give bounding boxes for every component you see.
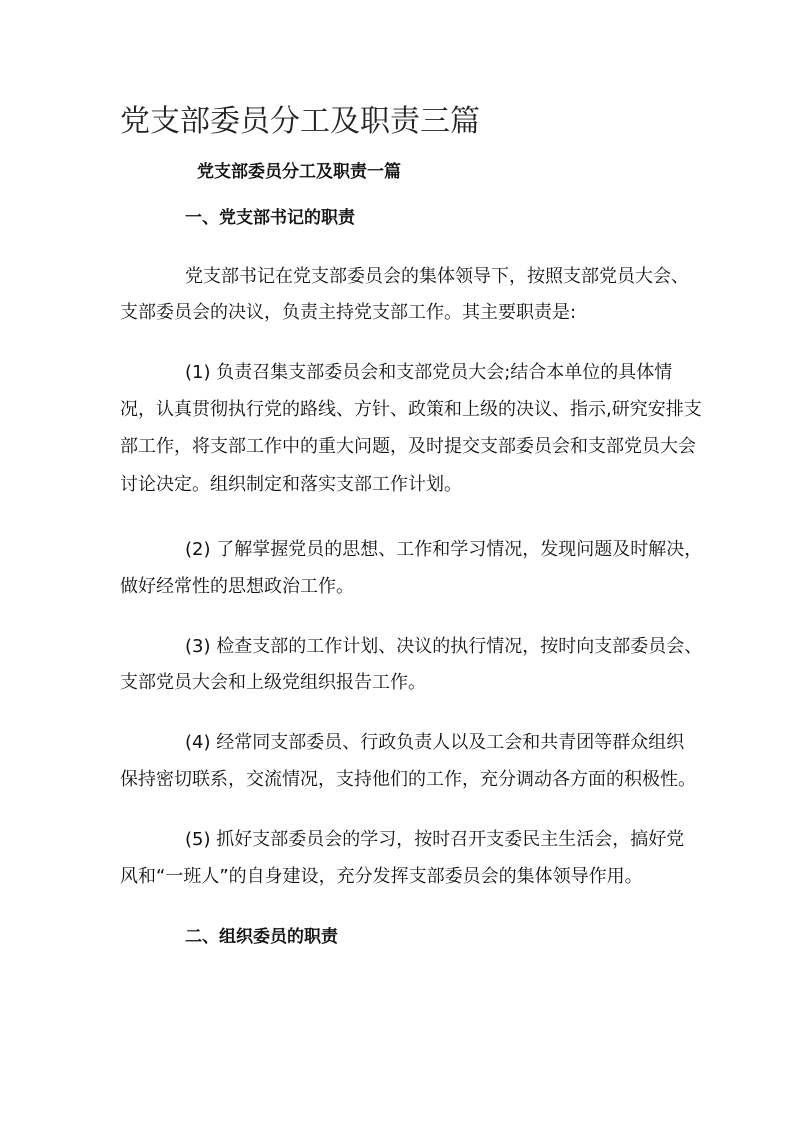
text-line: (4) 经常同支部委员、行政负责人以及工会和共青团等群众组织 bbox=[185, 732, 685, 753]
text-line: 做好经常性的思想政治工作。 bbox=[120, 576, 354, 597]
text-line: 讨论决定。组织制定和落实支部工作计划。 bbox=[120, 474, 462, 495]
text-line: 况，认真贯彻执行党的路线、方针、政策和上级的决议、指示,研究安排支 bbox=[120, 399, 702, 420]
text-line: (2) 了解掌握党员的思想、工作和学习情况，发现问题及时解决， bbox=[185, 539, 703, 560]
text-line: 支部委员会的决议，负责主持党支部工作。其主要职责是: bbox=[120, 302, 577, 323]
text-line: 风和“一班人”的自身建设，充分发挥支部委员会的集体领导作用。 bbox=[120, 866, 643, 887]
heading-organization-duties: 二、组织委员的职责 bbox=[185, 927, 338, 947]
heading-secretary-duties: 一、党支部书记的职责 bbox=[185, 208, 355, 228]
text-line: (5) 抓好支部委员会的学习，按时召开支委民主生活会，搞好党 bbox=[185, 829, 685, 850]
section-subtitle: 党支部委员分工及职责一篇 bbox=[197, 162, 401, 182]
document-title: 党支部委员分工及职责三篇 bbox=[120, 104, 480, 139]
text-line: 党支部书记在党支部委员会的集体领导下，按照支部党员大会、 bbox=[185, 266, 689, 287]
text-line: 保持密切联系，交流情况，支持他们的工作，充分调动各方面的积极性。 bbox=[120, 769, 696, 790]
text-line: 部工作，将支部工作中的重大问题，及时提交支部委员会和支部党员大会 bbox=[120, 436, 696, 457]
text-line: 支部党员大会和上级党组织报告工作。 bbox=[120, 672, 426, 693]
text-line: (1) 负责召集支部委员会和支部党员大会;结合本单位的具体情 bbox=[185, 362, 673, 383]
text-line: (3) 检查支部的工作计划、决议的执行情况，按时向支部委员会、 bbox=[185, 636, 703, 657]
